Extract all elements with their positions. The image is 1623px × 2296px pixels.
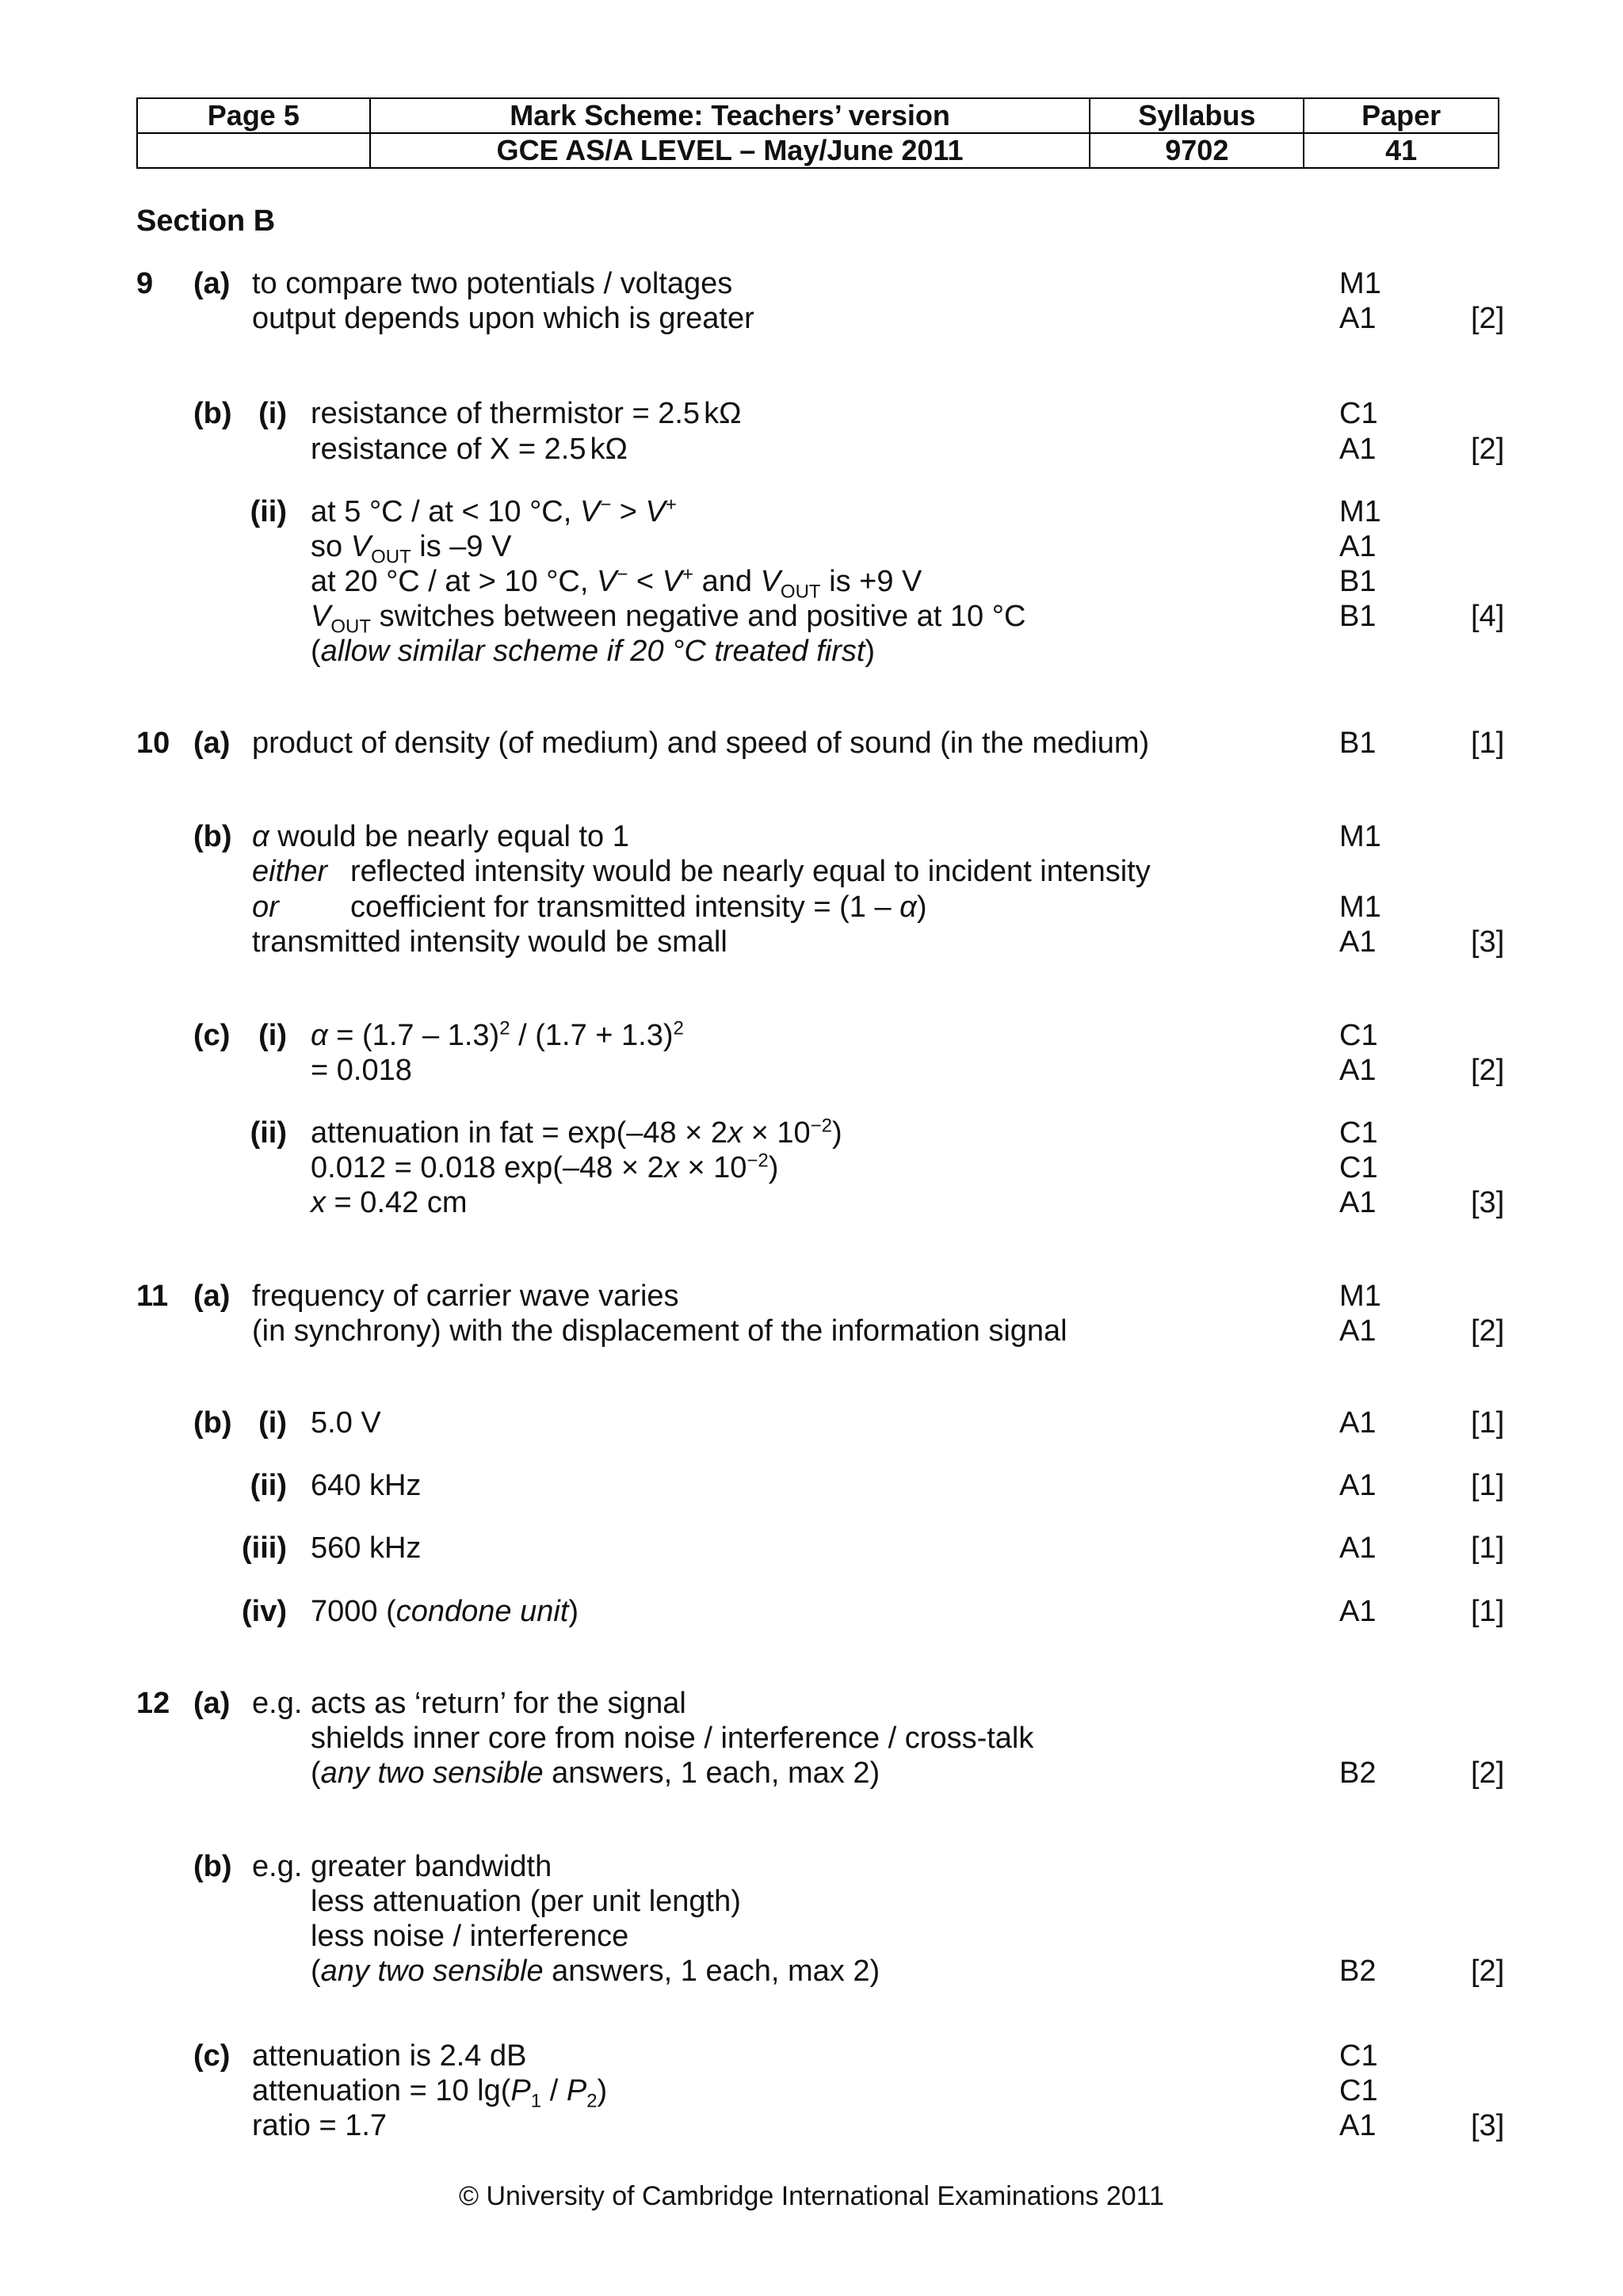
answer-text: less noise / interference	[311, 1920, 629, 1953]
mark: A1	[1339, 530, 1377, 563]
answer-text: output depends upon which is greater	[252, 302, 754, 335]
answer-text: coefficient for transmitted intensity = (1 – α)	[350, 891, 927, 924]
subpart-label: (i)	[258, 397, 287, 430]
total-marks: [2]	[1471, 1054, 1505, 1087]
mark: A1	[1339, 433, 1377, 466]
mark: C1	[1339, 1116, 1378, 1150]
mark: M1	[1339, 1280, 1381, 1313]
mark: A1	[1339, 925, 1377, 959]
q12a-row-3	[0, 1756, 1623, 1791]
answer-text: greater bandwidth	[311, 1850, 552, 1883]
answer-text: attenuation = 10 $\lg(P_1 / P_2)$	[252, 2074, 608, 2112]
answer-text: product of density (of medium) and speed of sound (in the medium)	[252, 727, 1150, 760]
q10b-row-1	[0, 819, 1623, 854]
total-marks: [3]	[1471, 1186, 1505, 1219]
section-title: Section B	[136, 204, 276, 238]
part-label: (a)	[193, 1280, 231, 1313]
doc-title: Mark Scheme: Teachers’ version	[370, 98, 1090, 133]
mark: M1	[1339, 267, 1381, 300]
answer-text: transmitted intensity would be small	[252, 925, 727, 959]
total-marks: [3]	[1471, 2109, 1505, 2142]
total-marks: [2]	[1471, 302, 1505, 335]
mark: B1	[1339, 727, 1377, 760]
empty-cell	[137, 133, 370, 168]
q9bi-row-1	[0, 396, 1623, 431]
mark: A1	[1339, 1054, 1377, 1087]
q11bii-row	[0, 1468, 1623, 1503]
answer-text: acts as ‘return’ for the signal	[311, 1687, 686, 1720]
subpart-label: (iv)	[242, 1595, 287, 1628]
q10a-row	[0, 726, 1623, 761]
answer-text: 560 kHz	[311, 1531, 422, 1565]
total-marks: [1]	[1471, 1406, 1505, 1440]
total-marks: [4]	[1471, 600, 1505, 633]
mark: M1	[1339, 891, 1381, 924]
answer-text: shields inner core from noise / interference / cross-talk	[311, 1722, 1034, 1755]
q9a-row-2	[0, 301, 1623, 336]
answer-text: frequency of carrier wave varies	[252, 1280, 679, 1313]
answer-text: 0.012 = 0.018 $\exp(-48 \times 2x \times 10^{-2})$	[311, 1150, 779, 1184]
q9bii-row-2	[0, 529, 1623, 568]
part-label: (b)	[193, 397, 232, 430]
subpart-label: (i)	[258, 1406, 287, 1440]
q9a-row-1	[0, 266, 1623, 301]
q10ci-row-1	[0, 1018, 1623, 1053]
q9bii-row-1	[0, 494, 1623, 529]
part-label: (a)	[193, 267, 231, 300]
mark: A1	[1339, 1314, 1377, 1348]
q9bii-row-4	[0, 599, 1623, 638]
q12b-row-2	[0, 1884, 1623, 1919]
answer-text: at 20 °C / at > 10 °C, V− < V+ and $V_{OUT}$ is +9 V	[311, 563, 922, 603]
mark: B1	[1339, 600, 1377, 633]
exam-title: GCE AS/A LEVEL – May/June 2011	[370, 133, 1090, 168]
q12c-row-3	[0, 2108, 1623, 2143]
or-label: or	[252, 891, 279, 924]
answer-text: $V_{OUT}$ switches between negative and positive at 10 °C	[311, 600, 1026, 638]
mark: M1	[1339, 820, 1381, 853]
q11a-row-2	[0, 1314, 1623, 1348]
answer-text: attenuation in fat = $\exp(-48 \times 2x \times 10^{-2})$	[311, 1115, 842, 1150]
answer-text: so $V_{OUT}$ is –9 V	[311, 530, 512, 568]
answer-text: 640 kHz	[311, 1469, 422, 1502]
header-table	[136, 97, 1499, 169]
mark: A1	[1339, 1406, 1377, 1440]
mark: M1	[1339, 495, 1381, 528]
answer-text: attenuation is 2.4 dB	[252, 2039, 527, 2073]
mark: B2	[1339, 1955, 1377, 1988]
q10b-row-3	[0, 890, 1623, 925]
q11biv-row	[0, 1594, 1623, 1629]
answer-text: reflected intensity would be nearly equal to incident intensity	[350, 855, 1151, 888]
q9bii-row-3	[0, 563, 1623, 603]
answer-text: = 0.018	[311, 1054, 412, 1087]
question-number: 12	[136, 1687, 170, 1720]
q12c-row-1	[0, 2039, 1623, 2073]
q10cii-row-1	[0, 1116, 1623, 1150]
mark: C1	[1339, 2074, 1378, 2107]
mark: A1	[1339, 2109, 1377, 2142]
q12b-row-1	[0, 1849, 1623, 1884]
subpart-label: (ii)	[250, 1116, 287, 1150]
answer-note: (allow similar scheme if 20 °C treated first)	[311, 635, 876, 668]
total-marks: [2]	[1471, 1955, 1505, 1988]
mark: A1	[1339, 1469, 1377, 1502]
part-label: (b)	[193, 1850, 232, 1883]
answer-text: ratio = 1.7	[252, 2109, 388, 2142]
answer-note: (any two sensible answers, 1 each, max 2)	[311, 1756, 880, 1790]
q11bi-row	[0, 1405, 1623, 1440]
answer-note: (any two sensible answers, 1 each, max 2)	[311, 1955, 880, 1988]
q9bii-row-5	[0, 634, 1623, 669]
part-label: (c)	[193, 1019, 231, 1052]
q9bi-row-2	[0, 432, 1623, 467]
mark: C1	[1339, 1151, 1378, 1184]
mark: B2	[1339, 1756, 1377, 1790]
q12b-row-4	[0, 1954, 1623, 1989]
eg-label: e.g.	[252, 1687, 303, 1720]
question-number: 10	[136, 727, 170, 760]
total-marks: [1]	[1471, 727, 1505, 760]
q11biii-row	[0, 1531, 1623, 1566]
paper-number: 41	[1304, 133, 1499, 168]
syllabus-code: 9702	[1090, 133, 1304, 168]
mark: A1	[1339, 1595, 1377, 1628]
mark: A1	[1339, 302, 1377, 335]
q12a-row-2	[0, 1721, 1623, 1756]
syllabus-label: Syllabus	[1090, 98, 1304, 133]
answer-text: at 5 °C / at < 10 °C, V− > V+	[311, 494, 677, 528]
mark: C1	[1339, 2039, 1378, 2073]
part-label: (c)	[193, 2039, 231, 2073]
subpart-label: (ii)	[250, 495, 287, 528]
mark: A1	[1339, 1186, 1377, 1219]
q10b-row-2	[0, 854, 1623, 889]
part-label: (b)	[193, 820, 232, 853]
answer-text: $\alpha = (1.7 - 1.3)^2 / (1.7 + 1.3)^2$	[311, 1017, 684, 1052]
mark: B1	[1339, 565, 1377, 598]
answer-text: 5.0 V	[311, 1406, 381, 1440]
page-number: Page 5	[137, 98, 370, 133]
total-marks: [2]	[1471, 433, 1505, 466]
total-marks: [2]	[1471, 1314, 1505, 1348]
question-number: 9	[136, 267, 154, 300]
mark: A1	[1339, 1531, 1377, 1565]
mark: C1	[1339, 1019, 1378, 1052]
q12c-row-2	[0, 2073, 1623, 2112]
answer-text: resistance of X = 2.5 kΩ	[311, 433, 628, 466]
total-marks: [3]	[1471, 925, 1505, 959]
q10cii-row-2	[0, 1150, 1623, 1185]
question-number: 11	[136, 1280, 169, 1313]
total-marks: [1]	[1471, 1595, 1505, 1628]
total-marks: [1]	[1471, 1469, 1505, 1502]
total-marks: [2]	[1471, 1756, 1505, 1790]
part-label: (a)	[193, 727, 231, 760]
q11a-row-1	[0, 1279, 1623, 1314]
answer-text: x = 0.42 cm	[311, 1186, 468, 1219]
part-label: (b)	[193, 1406, 232, 1440]
q10b-row-4	[0, 925, 1623, 959]
paper-label: Paper	[1304, 98, 1499, 133]
answer-text: 7000 (condone unit)	[311, 1595, 579, 1628]
subpart-label: (i)	[258, 1019, 287, 1052]
eg-label: e.g.	[252, 1850, 303, 1883]
answer-text: less attenuation (per unit length)	[311, 1885, 741, 1918]
q12a-row-1	[0, 1686, 1623, 1721]
q12b-row-3	[0, 1919, 1623, 1954]
total-marks: [1]	[1471, 1531, 1505, 1565]
answer-text: to compare two potentials / voltages	[252, 267, 733, 300]
subpart-label: (ii)	[250, 1469, 287, 1502]
copyright-footer: © University of Cambridge International Examinations 2011	[459, 2181, 1164, 2211]
q10cii-row-3	[0, 1185, 1623, 1220]
part-label: (a)	[193, 1687, 231, 1720]
q10ci-row-2	[0, 1053, 1623, 1088]
subpart-label: (iii)	[242, 1531, 287, 1565]
answer-text: resistance of thermistor = 2.5 kΩ	[311, 397, 742, 430]
mark: C1	[1339, 397, 1378, 430]
answer-text: α would be nearly equal to 1	[252, 820, 629, 853]
answer-text: (in synchrony) with the displacement of the information signal	[252, 1314, 1067, 1348]
either-label: either	[252, 855, 328, 888]
